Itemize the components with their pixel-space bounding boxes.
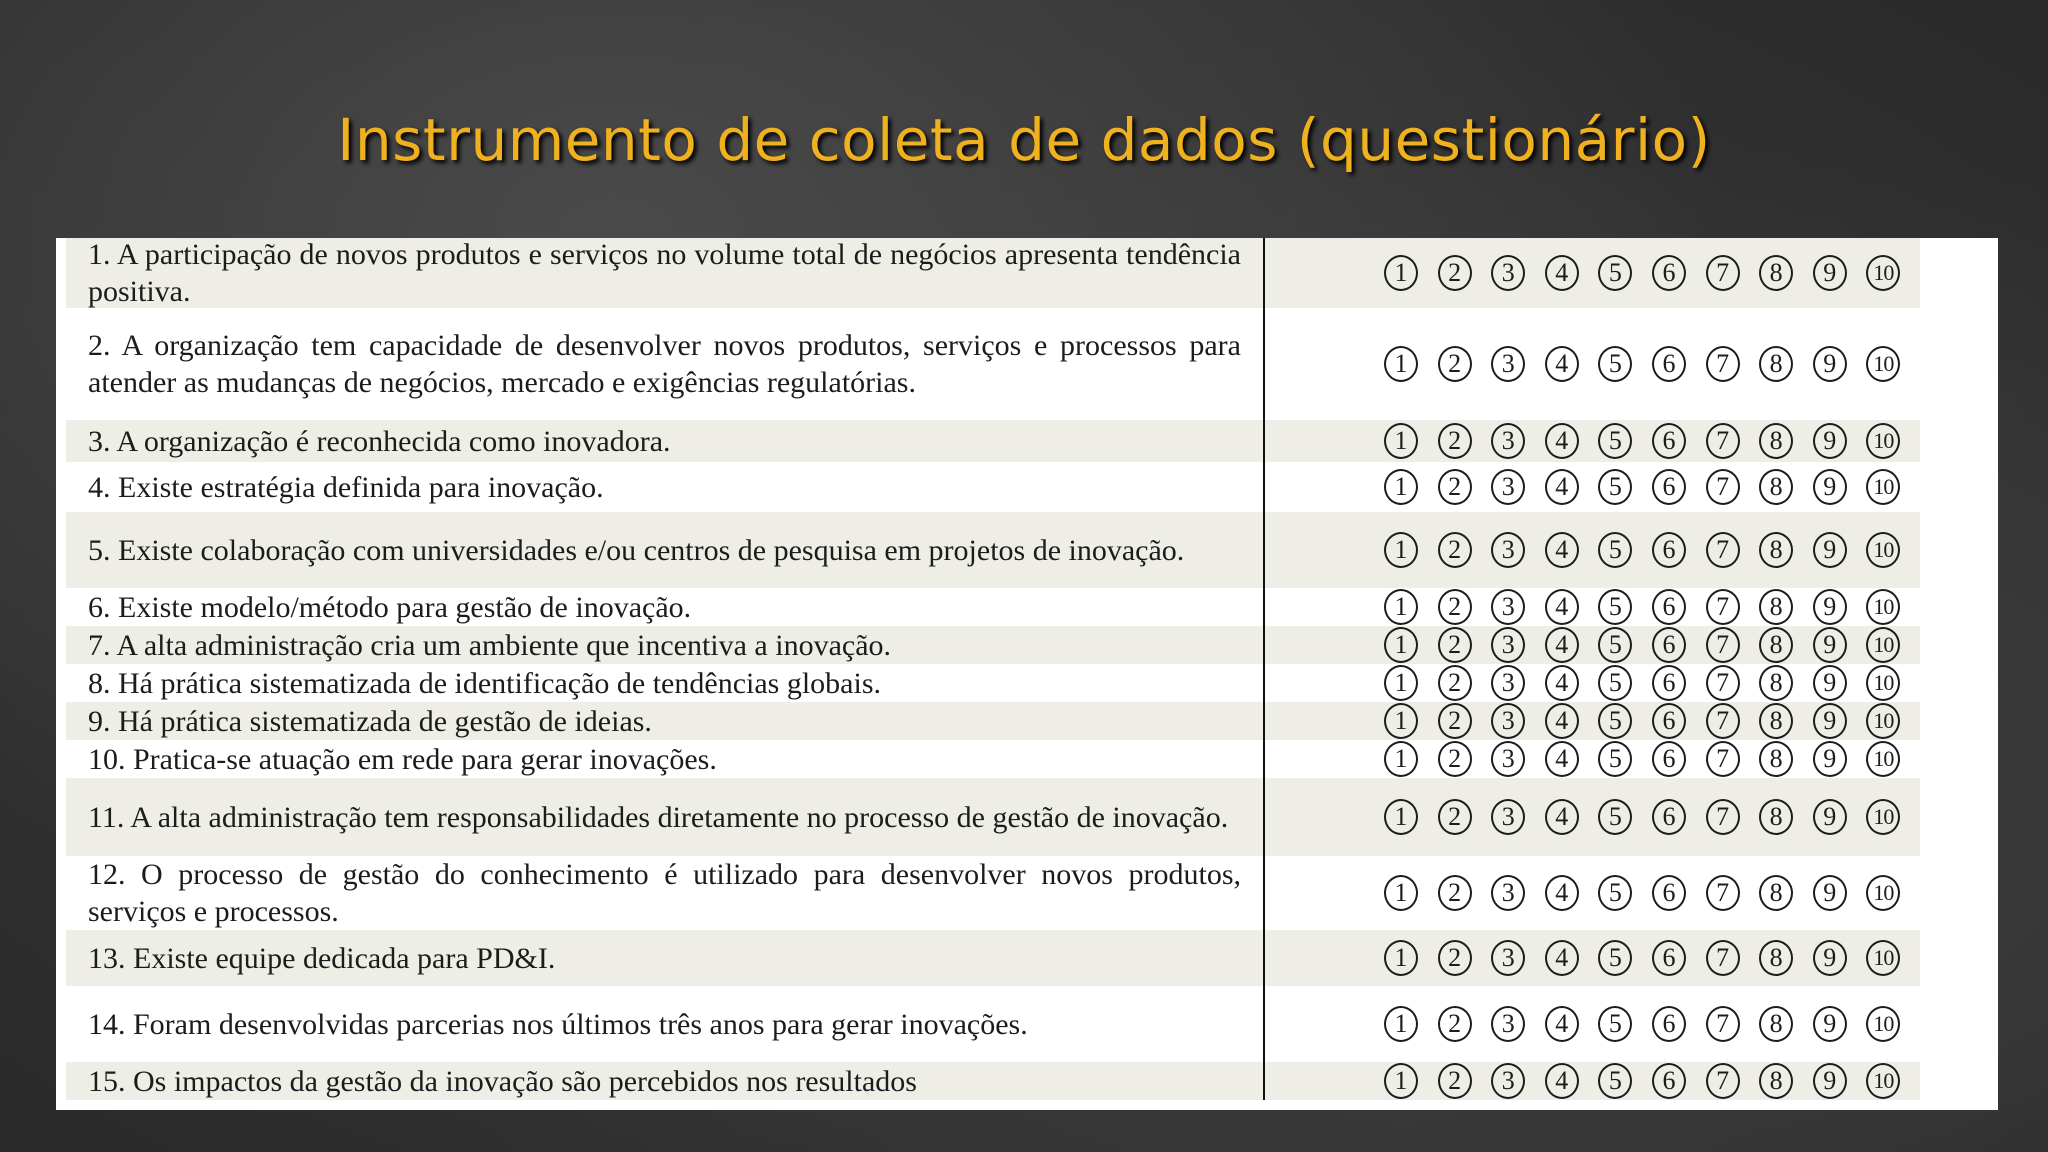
rating-option-3[interactable]: 3 <box>1491 703 1525 739</box>
question-text: 4. Existe estratégia definida para inovação. <box>88 470 604 504</box>
rating-option-8[interactable]: 8 <box>1759 469 1793 505</box>
rating-option-2[interactable]: 2 <box>1438 665 1472 701</box>
question-text: 15. Os impactos da gestão da inovação são percebidos nos resultados <box>88 1064 917 1098</box>
rating-option-3[interactable]: 3 <box>1491 346 1525 382</box>
rating-option-1[interactable]: 1 <box>1384 741 1418 777</box>
rating-scale <box>1320 238 1920 308</box>
rating-option-2[interactable]: 2 <box>1438 589 1472 625</box>
question-text: 2. A organização tem capacidade de desenvolver novos produtos, serviços e processos para atender as mudanças de negócios, mercado e exigências regulatórias. <box>88 329 1241 399</box>
rating-option-9[interactable]: 9 <box>1813 1006 1847 1042</box>
question-row <box>66 930 1920 986</box>
rating-option-7[interactable]: 7 <box>1706 469 1740 505</box>
rating-scale <box>1320 512 1920 588</box>
rating-option-1[interactable]: 1 <box>1384 940 1418 976</box>
rating-option-10[interactable]: 10 <box>1866 940 1900 976</box>
rating-option-5[interactable]: 5 <box>1598 532 1632 568</box>
rating-option-4[interactable]: 4 <box>1545 627 1579 663</box>
rating-option-9[interactable]: 9 <box>1813 423 1847 459</box>
rating-option-9[interactable]: 9 <box>1813 589 1847 625</box>
question-text: 14. Foram desenvolvidas parcerias nos últimos três anos para gerar inovações. <box>88 1007 1028 1041</box>
rating-option-1[interactable]: 1 <box>1384 799 1418 835</box>
rating-option-1[interactable]: 1 <box>1384 627 1418 663</box>
rating-option-1[interactable]: 1 <box>1384 1063 1418 1099</box>
rating-option-6[interactable]: 6 <box>1652 875 1686 911</box>
rating-scale <box>1320 778 1920 856</box>
rating-option-2[interactable]: 2 <box>1438 532 1472 568</box>
rating-option-1[interactable]: 1 <box>1384 875 1418 911</box>
rating-option-2[interactable]: 2 <box>1438 1006 1472 1042</box>
rating-option-3[interactable]: 3 <box>1491 875 1525 911</box>
rating-option-3[interactable]: 3 <box>1491 665 1525 701</box>
rating-option-6[interactable]: 6 <box>1652 1006 1686 1042</box>
rating-option-9[interactable]: 9 <box>1813 703 1847 739</box>
question-text: 3. A organização é reconhecida como inovadora. <box>88 424 671 458</box>
rating-option-3[interactable]: 3 <box>1491 423 1525 459</box>
rating-option-7[interactable]: 7 <box>1706 703 1740 739</box>
question-row <box>66 626 1920 664</box>
rating-option-5[interactable]: 5 <box>1598 346 1632 382</box>
rating-option-2[interactable]: 2 <box>1438 940 1472 976</box>
rating-option-9[interactable]: 9 <box>1813 346 1847 382</box>
rating-option-9[interactable]: 9 <box>1813 799 1847 835</box>
question-text: 5. Existe colaboração com universidades e/ou centros de pesquisa em projetos de inovação. <box>88 533 1185 567</box>
rating-option-4[interactable]: 4 <box>1545 255 1579 291</box>
slide-title: Instrumento de coleta de dados (questionário) <box>337 106 1711 174</box>
rating-option-1[interactable]: 1 <box>1384 589 1418 625</box>
rating-option-4[interactable]: 4 <box>1545 423 1579 459</box>
question-row <box>66 420 1920 462</box>
rating-option-2[interactable]: 2 <box>1438 346 1472 382</box>
question-text: 9. Há prática sistematizada de gestão de ideias. <box>88 704 652 738</box>
rating-option-5[interactable]: 5 <box>1598 469 1632 505</box>
rating-option-5[interactable]: 5 <box>1598 799 1632 835</box>
rating-option-9[interactable]: 9 <box>1813 940 1847 976</box>
rating-option-8[interactable]: 8 <box>1759 741 1793 777</box>
rating-option-1[interactable]: 1 <box>1384 665 1418 701</box>
rating-scale <box>1320 702 1920 740</box>
rating-option-5[interactable]: 5 <box>1598 627 1632 663</box>
rating-option-1[interactable]: 1 <box>1384 469 1418 505</box>
rating-scale <box>1320 588 1920 626</box>
rating-option-6[interactable]: 6 <box>1652 532 1686 568</box>
rating-option-1[interactable]: 1 <box>1384 1006 1418 1042</box>
rating-option-9[interactable]: 9 <box>1813 741 1847 777</box>
question-row <box>66 308 1920 420</box>
rating-option-8[interactable]: 8 <box>1759 423 1793 459</box>
rating-option-8[interactable]: 8 <box>1759 346 1793 382</box>
rating-option-10[interactable]: 10 <box>1866 703 1900 739</box>
rating-option-4[interactable]: 4 <box>1545 1006 1579 1042</box>
rating-option-2[interactable]: 2 <box>1438 875 1472 911</box>
rating-option-10[interactable]: 10 <box>1866 627 1900 663</box>
rating-option-6[interactable]: 6 <box>1652 799 1686 835</box>
rating-option-2[interactable]: 2 <box>1438 627 1472 663</box>
rating-option-5[interactable]: 5 <box>1598 703 1632 739</box>
rating-option-3[interactable]: 3 <box>1491 589 1525 625</box>
rating-option-10[interactable]: 10 <box>1866 469 1900 505</box>
rating-option-7[interactable]: 7 <box>1706 423 1740 459</box>
rating-option-3[interactable]: 3 <box>1491 1063 1525 1099</box>
rating-option-7[interactable]: 7 <box>1706 346 1740 382</box>
rating-option-5[interactable]: 5 <box>1598 875 1632 911</box>
rating-option-1[interactable]: 1 <box>1384 423 1418 459</box>
rating-option-7[interactable]: 7 <box>1706 532 1740 568</box>
rating-option-4[interactable]: 4 <box>1545 532 1579 568</box>
rating-option-4[interactable]: 4 <box>1545 665 1579 701</box>
rating-option-6[interactable]: 6 <box>1652 589 1686 625</box>
rating-scale <box>1320 664 1920 702</box>
rating-option-6[interactable]: 6 <box>1652 1063 1686 1099</box>
rating-option-10[interactable]: 10 <box>1866 665 1900 701</box>
rating-option-4[interactable]: 4 <box>1545 940 1579 976</box>
rating-option-3[interactable]: 3 <box>1491 940 1525 976</box>
question-text: 10. Pratica-se atuação em rede para gerar inovações. <box>88 742 717 776</box>
rating-option-10[interactable]: 10 <box>1866 589 1900 625</box>
rating-option-8[interactable]: 8 <box>1759 1063 1793 1099</box>
rating-option-4[interactable]: 4 <box>1545 703 1579 739</box>
rating-option-2[interactable]: 2 <box>1438 255 1472 291</box>
rating-option-6[interactable]: 6 <box>1652 703 1686 739</box>
rating-option-6[interactable]: 6 <box>1652 940 1686 976</box>
rating-scale <box>1320 986 1920 1062</box>
rating-option-3[interactable]: 3 <box>1491 741 1525 777</box>
rating-scale <box>1320 462 1920 512</box>
question-row <box>66 1062 1920 1100</box>
rating-option-3[interactable]: 3 <box>1491 255 1525 291</box>
rating-option-6[interactable]: 6 <box>1652 665 1686 701</box>
rating-option-8[interactable]: 8 <box>1759 875 1793 911</box>
rating-option-9[interactable]: 9 <box>1813 469 1847 505</box>
question-text: 11. A alta administração tem responsabilidades diretamente no processo de gestão de inovação. <box>88 800 1229 834</box>
rating-option-2[interactable]: 2 <box>1438 799 1472 835</box>
rating-option-7[interactable]: 7 <box>1706 255 1740 291</box>
rating-option-10[interactable]: 10 <box>1866 1063 1900 1099</box>
rating-option-8[interactable]: 8 <box>1759 255 1793 291</box>
question-row <box>66 588 1920 626</box>
rating-option-7[interactable]: 7 <box>1706 1006 1740 1042</box>
rating-option-2[interactable]: 2 <box>1438 423 1472 459</box>
rating-option-5[interactable]: 5 <box>1598 589 1632 625</box>
rating-option-7[interactable]: 7 <box>1706 665 1740 701</box>
rating-option-6[interactable]: 6 <box>1652 346 1686 382</box>
rating-option-5[interactable]: 5 <box>1598 255 1632 291</box>
question-text: 1. A participação de novos produtos e serviços no volume total de negócios apresenta tendência positiva. <box>88 238 1241 308</box>
rating-scale <box>1320 308 1920 420</box>
question-row <box>66 664 1920 702</box>
rating-option-4[interactable]: 4 <box>1545 469 1579 505</box>
rating-option-8[interactable]: 8 <box>1759 799 1793 835</box>
question-text: 7. A alta administração cria um ambiente que incentiva a inovação. <box>88 628 892 662</box>
question-text: 8. Há prática sistematizada de identificação de tendências globais. <box>88 666 881 700</box>
rating-option-8[interactable]: 8 <box>1759 627 1793 663</box>
rating-option-7[interactable]: 7 <box>1706 1063 1740 1099</box>
rating-option-5[interactable]: 5 <box>1598 1063 1632 1099</box>
rating-option-5[interactable]: 5 <box>1598 940 1632 976</box>
rating-option-2[interactable]: 2 <box>1438 741 1472 777</box>
rating-option-3[interactable]: 3 <box>1491 799 1525 835</box>
rating-option-6[interactable]: 6 <box>1652 423 1686 459</box>
rating-option-8[interactable]: 8 <box>1759 1006 1793 1042</box>
question-row <box>66 778 1920 856</box>
rating-option-3[interactable]: 3 <box>1491 627 1525 663</box>
rating-option-10[interactable]: 10 <box>1866 346 1900 382</box>
rating-option-3[interactable]: 3 <box>1491 1006 1525 1042</box>
rating-option-7[interactable]: 7 <box>1706 875 1740 911</box>
rating-option-3[interactable]: 3 <box>1491 469 1525 505</box>
rating-option-1[interactable]: 1 <box>1384 703 1418 739</box>
rating-option-6[interactable]: 6 <box>1652 741 1686 777</box>
rating-scale <box>1320 420 1920 462</box>
rating-option-10[interactable]: 10 <box>1866 255 1900 291</box>
rating-option-8[interactable]: 8 <box>1759 532 1793 568</box>
question-text: 6. Existe modelo/método para gestão de inovação. <box>88 590 692 624</box>
rating-option-6[interactable]: 6 <box>1652 255 1686 291</box>
rating-scale <box>1320 856 1920 930</box>
rating-option-10[interactable]: 10 <box>1866 1006 1900 1042</box>
question-row <box>66 702 1920 740</box>
rating-option-4[interactable]: 4 <box>1545 741 1579 777</box>
question-text: 12. O processo de gestão do conhecimento é utilizado para desenvolver novos produtos, serviços e processos. <box>88 858 1241 928</box>
rating-option-8[interactable]: 8 <box>1759 589 1793 625</box>
question-row <box>66 512 1920 588</box>
rating-option-8[interactable]: 8 <box>1759 703 1793 739</box>
rating-option-5[interactable]: 5 <box>1598 1006 1632 1042</box>
rating-option-7[interactable]: 7 <box>1706 799 1740 835</box>
question-row <box>66 462 1920 512</box>
rating-option-9[interactable]: 9 <box>1813 627 1847 663</box>
rating-option-3[interactable]: 3 <box>1491 532 1525 568</box>
rating-option-2[interactable]: 2 <box>1438 703 1472 739</box>
column-divider <box>1263 238 1265 1100</box>
rating-option-4[interactable]: 4 <box>1545 875 1579 911</box>
rating-option-9[interactable]: 9 <box>1813 255 1847 291</box>
rating-scale <box>1320 626 1920 664</box>
rating-option-5[interactable]: 5 <box>1598 741 1632 777</box>
rating-option-5[interactable]: 5 <box>1598 665 1632 701</box>
rating-option-9[interactable]: 9 <box>1813 532 1847 568</box>
rating-option-8[interactable]: 8 <box>1759 665 1793 701</box>
rating-option-10[interactable]: 10 <box>1866 875 1900 911</box>
rating-scale <box>1320 1062 1920 1100</box>
rating-option-1[interactable]: 1 <box>1384 532 1418 568</box>
rating-option-7[interactable]: 7 <box>1706 940 1740 976</box>
rating-option-6[interactable]: 6 <box>1652 469 1686 505</box>
rating-option-2[interactable]: 2 <box>1438 469 1472 505</box>
rating-option-9[interactable]: 9 <box>1813 1063 1847 1099</box>
rating-option-2[interactable]: 2 <box>1438 1063 1472 1099</box>
rating-option-1[interactable]: 1 <box>1384 346 1418 382</box>
rating-option-10[interactable]: 10 <box>1866 532 1900 568</box>
rating-option-5[interactable]: 5 <box>1598 423 1632 459</box>
rating-option-10[interactable]: 10 <box>1866 741 1900 777</box>
rating-scale <box>1320 740 1920 778</box>
rating-option-7[interactable]: 7 <box>1706 627 1740 663</box>
rating-option-8[interactable]: 8 <box>1759 940 1793 976</box>
question-row <box>66 238 1920 308</box>
rating-option-1[interactable]: 1 <box>1384 255 1418 291</box>
rating-option-10[interactable]: 10 <box>1866 799 1900 835</box>
question-row <box>66 740 1920 778</box>
question-row <box>66 856 1920 930</box>
rating-option-4[interactable]: 4 <box>1545 346 1579 382</box>
rating-option-7[interactable]: 7 <box>1706 589 1740 625</box>
rating-option-4[interactable]: 4 <box>1545 589 1579 625</box>
rating-option-7[interactable]: 7 <box>1706 741 1740 777</box>
rating-option-4[interactable]: 4 <box>1545 1063 1579 1099</box>
rating-scale <box>1320 930 1920 986</box>
question-row <box>66 986 1920 1062</box>
rating-option-4[interactable]: 4 <box>1545 799 1579 835</box>
rating-option-9[interactable]: 9 <box>1813 875 1847 911</box>
question-text: 13. Existe equipe dedicada para PD&I. <box>88 941 556 975</box>
rating-option-6[interactable]: 6 <box>1652 627 1686 663</box>
rating-option-9[interactable]: 9 <box>1813 665 1847 701</box>
rating-option-10[interactable]: 10 <box>1866 423 1900 459</box>
